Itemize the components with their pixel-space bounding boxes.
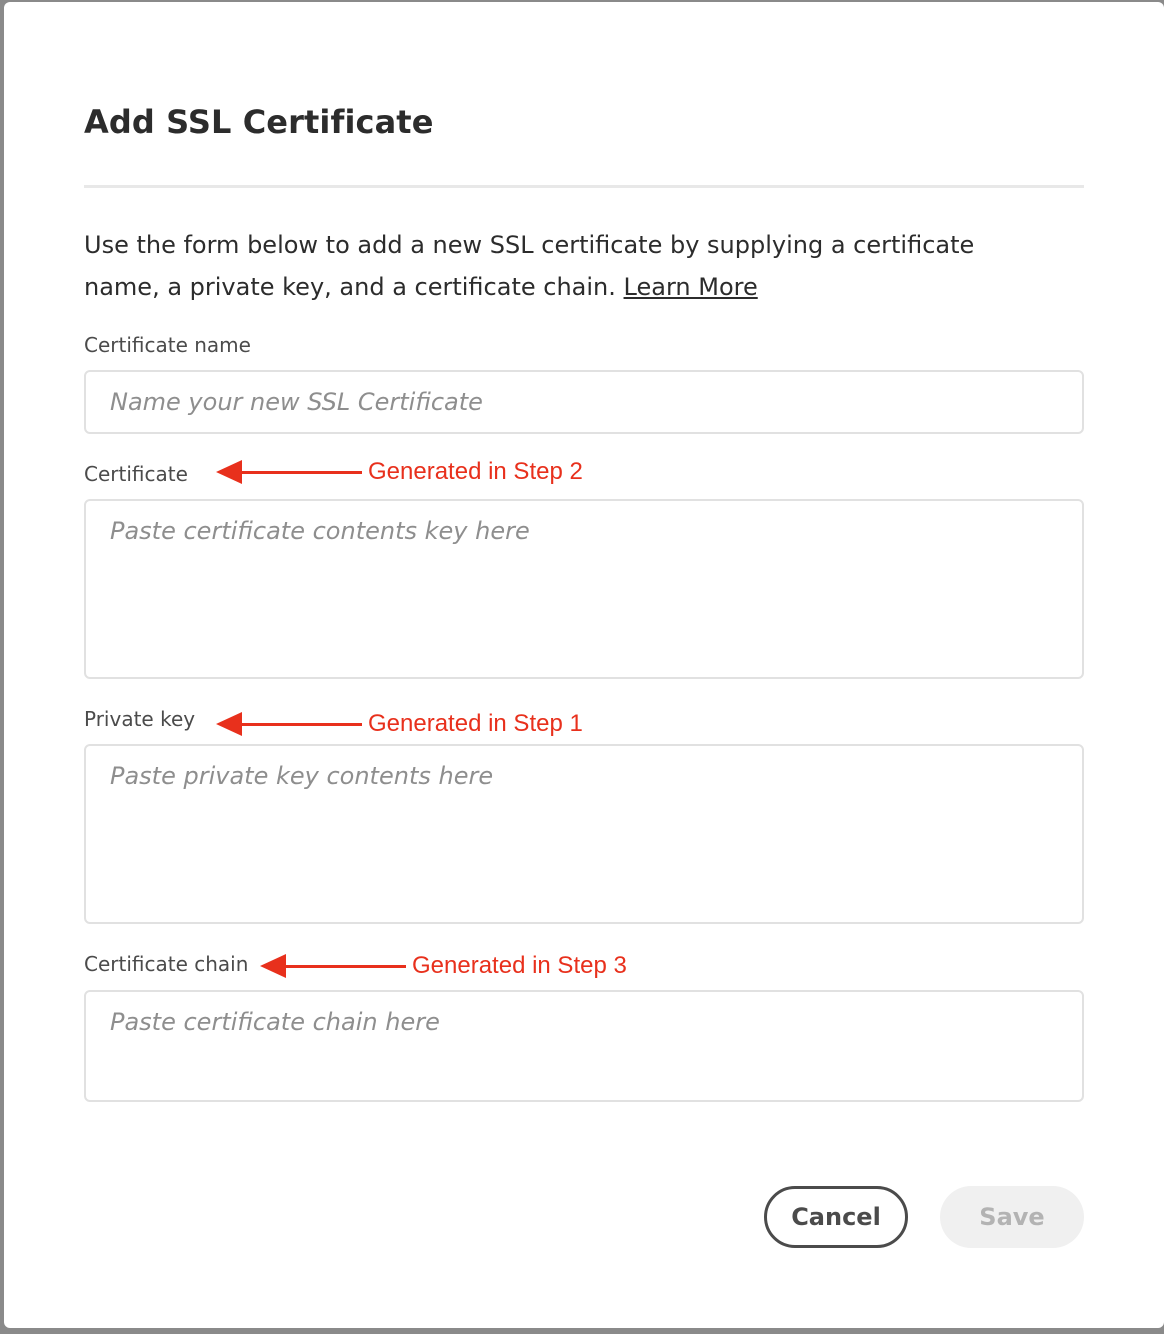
- dialog-description: [84, 224, 1044, 308]
- private-key-label: Private key: [84, 707, 196, 731]
- certificate-textarea[interactable]: [84, 499, 1084, 679]
- private-key-textarea[interactable]: [84, 744, 1084, 924]
- certificate-chain-textarea[interactable]: [84, 990, 1084, 1102]
- title-divider: [84, 185, 1084, 188]
- certificate-annotation-text: Generated in Step 2: [368, 458, 583, 485]
- arrow-line: [238, 471, 362, 474]
- add-ssl-certificate-dialog: [4, 2, 1164, 1328]
- save-button[interactable]: Save: [940, 1186, 1084, 1248]
- certificate-chain-annotation-text: Generated in Step 3: [412, 952, 627, 979]
- certificate-name-label: Certificate name: [84, 333, 251, 357]
- certificate-name-input[interactable]: [84, 370, 1084, 434]
- dialog-title: Add SSL Certificate: [84, 103, 434, 141]
- cancel-button[interactable]: Cancel: [764, 1186, 908, 1248]
- private-key-annotation: [216, 710, 596, 738]
- arrow-line: [282, 965, 406, 968]
- certificate-chain-label: Certificate chain: [84, 952, 249, 976]
- certificate-annotation: [216, 458, 596, 486]
- private-key-annotation-text: Generated in Step 1: [368, 710, 583, 737]
- certificate-chain-annotation: [260, 952, 640, 980]
- description-text: Use the form below to add a new SSL certificate by supplying a certificate name, a private key, and a certificate chain.: [84, 231, 975, 301]
- certificate-label: Certificate: [84, 462, 188, 486]
- learn-more-link[interactable]: Learn More: [623, 273, 758, 301]
- arrow-line: [238, 723, 362, 726]
